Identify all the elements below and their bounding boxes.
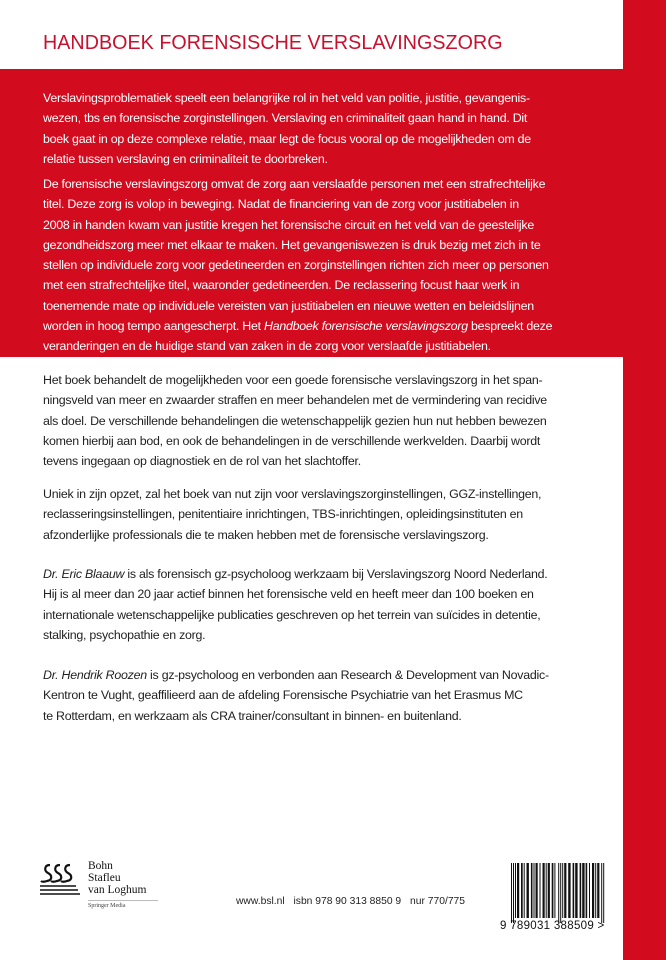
text-line: te Rotterdam, en werkzaam als CRA trainer/consultant in binnen- en buitenland. bbox=[43, 708, 462, 723]
barcode-bar bbox=[597, 863, 599, 918]
barcode-bar bbox=[560, 863, 561, 923]
barcode-bar bbox=[513, 863, 514, 923]
text-line: stalking, psychopathie en zorg. bbox=[43, 627, 206, 642]
nur-code: nur 770/775 bbox=[410, 896, 465, 907]
text-line: ningsveld van meer en zwaarder straffen en meer behandelen met de vermindering van recidive bbox=[43, 393, 547, 408]
barcode-bar bbox=[562, 863, 563, 918]
barcode-bar bbox=[527, 863, 529, 918]
text-line: titel. Deze zorg is volop in beweging. Nadat de financiering van de zorg voor justitiabelen in bbox=[43, 197, 519, 212]
publisher-divider bbox=[88, 900, 158, 901]
book-info-line bbox=[236, 896, 471, 907]
title-header bbox=[0, 0, 623, 69]
text-fragment: is gz-psycholoog en verbonden aan Research & Development van Novadic- bbox=[146, 668, 549, 682]
context-paragraph bbox=[43, 174, 603, 357]
barcode-bar bbox=[517, 863, 519, 918]
barcode-bar bbox=[531, 863, 533, 918]
barcode-bar bbox=[554, 863, 555, 918]
text-line: reclasseringsinstellingen, penitentiaire inrichtingen, TBS-inrichtingen, opleidingsinstituten en bbox=[43, 507, 523, 522]
text-line: stellen op individuele zorg voor gedetineerden en zorginstellingen richten zich meer op personen bbox=[43, 258, 549, 273]
barcode-bar bbox=[515, 863, 516, 918]
barcode-bar bbox=[548, 863, 550, 918]
text-line: Hij is al meer dan 20 jaar actief binnen het forensische veld en heeft meer dan 100 boeken en bbox=[43, 587, 534, 602]
barcode-bar bbox=[573, 863, 575, 918]
audience-paragraph bbox=[43, 484, 603, 545]
barcode-bar bbox=[521, 863, 523, 918]
publisher-name bbox=[88, 860, 146, 896]
publisher-name-line: Stafleu bbox=[88, 872, 121, 884]
text-fragment: is als forensisch gz-psycholoog werkzaam bij Verslavingszorg Noord Nederland. bbox=[124, 567, 548, 581]
author-name: Dr. Hendrik Roozen bbox=[43, 668, 147, 682]
website-link[interactable]: www.bsl.nl bbox=[236, 896, 285, 907]
text-line: De forensische verslavingszorg omvat de zorg aan verslaafde personen met een strafrechtelijke bbox=[43, 177, 546, 191]
barcode-bar bbox=[589, 863, 590, 918]
text-line: boek gaat in op deze complexe relatie, maar legt de focus vooral op de mogelijkheden om de bbox=[43, 131, 531, 146]
book-title-italic: Handboek forensische verslavingszorg bbox=[264, 319, 468, 334]
barcode-bar bbox=[534, 863, 535, 918]
text-line: Kentron te Vught, geaffilieerd aan de afdeling Forensische Psychiatrie van het Erasmus MC bbox=[43, 688, 523, 703]
text-line: Het boek behandelt de mogelijkheden voor een goede forensische verslavingszorg in het span- bbox=[43, 373, 543, 387]
barcode-bar bbox=[601, 863, 602, 923]
barcode-bar bbox=[603, 863, 604, 923]
author-name: Dr. Eric Blaauw bbox=[43, 567, 125, 581]
author-bio-roozen bbox=[43, 665, 603, 726]
barcode-bar bbox=[543, 863, 545, 918]
barcode-bar bbox=[552, 863, 554, 918]
barcode-bar bbox=[595, 863, 596, 918]
text-line: relatie tussen verslaving en criminaliteit te doorbreken. bbox=[43, 151, 328, 166]
author-bio-blaauw bbox=[43, 564, 603, 645]
publisher-logo bbox=[38, 860, 198, 920]
text-line: afzonderlijke professionals die te maken hebben met de forensische verslavingszorg. bbox=[43, 527, 489, 542]
barcode-bar bbox=[564, 863, 566, 918]
text-fragment: bespreekt deze bbox=[467, 319, 553, 334]
text-line: veranderingen en de huidige stand van zaken in de zorg voor verslaafde justitiabelen. bbox=[43, 339, 491, 354]
barcode-bar bbox=[586, 863, 588, 918]
barcode-bar bbox=[536, 863, 538, 918]
treatment-paragraph bbox=[43, 370, 603, 471]
text-line: tevens ingegaan op diagnostiek en de rol van het slachtoffer. bbox=[43, 454, 361, 469]
isbn-text: isbn 978 90 313 8850 9 bbox=[293, 896, 402, 907]
barcode-bar bbox=[575, 863, 577, 918]
barcode-bar bbox=[592, 863, 594, 918]
barcode-bar bbox=[540, 863, 541, 918]
intro-paragraph bbox=[43, 88, 603, 169]
barcode-digits: 9 789031 388509 > bbox=[500, 920, 605, 932]
text-fragment: worden in hoog tempo aangescherpt. Het bbox=[43, 319, 265, 334]
book-title: HANDBOEK FORENSISCHE VERSLAVINGSZORG bbox=[43, 31, 503, 54]
text-line: komen hierbij aan bod, en ook de behandelingen in de verschillende werkvelden. Daarbij wordt bbox=[43, 433, 541, 448]
text-line: toenemende mate op individuele vereisten van justitiabelen en nieuwe wetten en beleidslijnen bbox=[43, 298, 534, 313]
barcode-bar bbox=[511, 863, 512, 923]
barcode-bar bbox=[558, 863, 559, 923]
bsl-wave-logo-icon bbox=[38, 862, 82, 896]
text-line: met een strafrechtelijke titel, waaronder gedetineerden. De reclassering focust haar werk in bbox=[43, 278, 520, 293]
barcode-bar bbox=[568, 863, 570, 918]
text-line: 2008 in handen kwam van justitie kregen het forensische circuit en het veld van de geestelijke bbox=[43, 217, 535, 232]
right-red-strip bbox=[623, 0, 666, 960]
text-line bbox=[43, 316, 603, 336]
text-line: internationale wetenschappelijke publicaties geschreven op het terrein van suïcides in detentie, bbox=[43, 607, 541, 622]
barcode-bar bbox=[524, 863, 525, 918]
isbn-barcode bbox=[509, 863, 619, 923]
publisher-name-line: van Loghum bbox=[88, 884, 147, 896]
text-line: gezondheidszorg meer met elkaar te maken. Het gevangeniswezen is druk bezig met zich in te bbox=[43, 237, 541, 252]
publisher-name-line: Bohn bbox=[88, 860, 113, 872]
barcode-bar bbox=[582, 863, 584, 918]
text-line bbox=[43, 564, 603, 584]
text-line: wezen, tbs en forensische zorginstellingen. Verslaving en criminaliteit gaan hand in hand. Dit bbox=[43, 111, 528, 126]
text-line: Verslavingsproblematiek speelt een belangrijke rol in het veld van politie, justitie, gevangenis- bbox=[43, 91, 530, 105]
text-line: Uniek in zijn opzet, zal het boek van nut zijn voor verslavingszorginstellingen, GGZ-instellingen, bbox=[43, 487, 542, 501]
text-line bbox=[43, 665, 603, 685]
barcode-bar bbox=[580, 863, 582, 918]
text-line: als doel. De verschillende behandelingen die wetenschappelijk gezien hun nut hebben bewezen bbox=[43, 413, 547, 428]
barcode-bar bbox=[546, 863, 547, 918]
publisher-subtitle: Springer Media bbox=[88, 903, 126, 909]
